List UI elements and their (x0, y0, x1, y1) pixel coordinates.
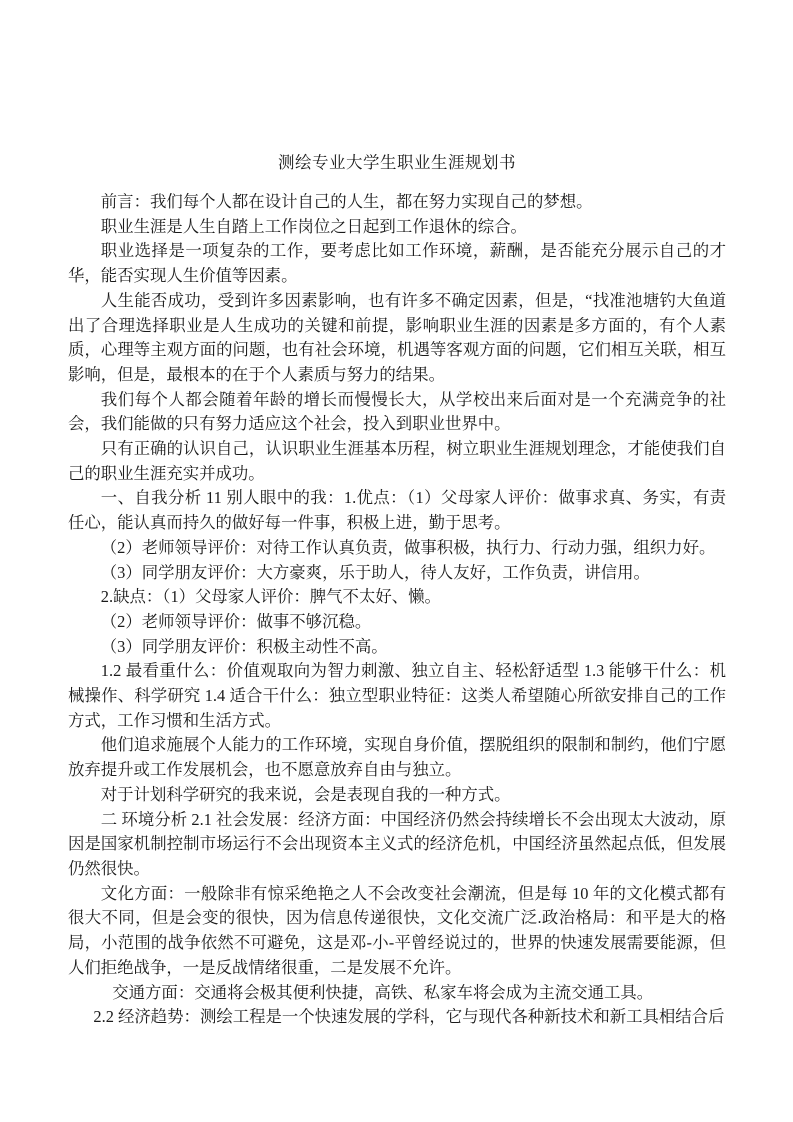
paragraph: 2.缺点：（1）父母家人评价：脾气不太好、懒。 (100, 587, 441, 607)
paragraph: 前言：我们每个人都在设计自己的人生，都在努力实现自己的梦想。 (100, 192, 593, 211)
paragraph: 1.2 最看重什么：价值观取向为智力刺激、独立自主、轻松舒适型 1.3 能够干什么：机械操作、科学研究 1.4 适合干什么：独立型职业特征：这类人希望随心所欲安排自己的工作方式，工作习惯和生活方式。 (68, 661, 726, 730)
paragraph: 人生能否成功，受到许多因素影响，也有许多不确定因素，但是，“找准池塘钓大鱼道出了合理选择职业是人生成功的关键和前提，影响职业生涯的因素是多方面的，有个人素质，心理等主观方面的问题，也有社会环境，机遇等客观方面的问题，它们相互关联，相互影响，但是，最根本的在于个人素质与努力的结果。 (68, 290, 726, 384)
paragraph: 二 环境分析 2.1 社会发展：经济方面：中国经济仍然会持续增长不会出现太大波动，原因是国家机制控制市场运行不会出现资本主义式的经济危机，中国经济虽然起点低，但发展仍然很快。 (68, 809, 726, 878)
paragraph: 职业选择是一项复杂的工作，要考虑比如工作环境，薪酬，是否能充分展示自己的才华，能否实现人生价值等因素。 (68, 241, 726, 286)
paragraph: （2）老师领导评价：对待工作认真负责，做事积极，执行力、行动力强，组织力好。 (100, 537, 716, 557)
paragraph: 我们每个人都会随着年龄的增长而慢慢长大，从学校出来后面对是一个充满竞争的社会，我们能做的只有努力适应这个社会，投入到职业世界中。 (68, 389, 726, 434)
paragraph: 职业生涯是人生自踏上工作岗位之日起到工作退休的综合。 (100, 216, 527, 236)
paragraph-list (68, 190, 726, 1030)
paragraph: 只有正确的认识自己，认识职业生涯基本历程，树立职业生涯规划理念，才能使我们自己的职业生涯充实并成功。 (68, 439, 726, 483)
paragraph: 2.2 经济趋势：测绘工程是一个快速发展的学科，它与现代各种新技术和新工具相结合后 (93, 1007, 725, 1027)
paragraph: （2）老师领导评价：做事不够沉稳。 (100, 611, 372, 631)
paragraph: （3）同学朋友评价：积极主动性不高。 (100, 636, 388, 656)
paragraph: 对于计划科学研究的我来说，会是表现自我的一种方式。 (100, 784, 511, 804)
paragraph: （3）同学朋友评价：大方豪爽，乐于助人，待人友好，工作负责，讲信用。 (100, 562, 650, 582)
document-title: 测绘专业大学生职业生涯规划书 (278, 153, 516, 172)
paragraph: 他们追求施展个人能力的工作环境，实现自身价值，摆脱组织的限制和制约，他们宁愿放弃提升或工作发展机会，也不愿意放弃自由与独立。 (68, 735, 726, 780)
paragraph: 一、自我分析 11 别人眼中的我：1.优点：（1）父母家人评价：做事求真、务实，有责任心，能认真而持久的做好每一件事，积极上进，勤于思考。 (68, 488, 726, 533)
document-content (68, 150, 726, 1030)
paragraph: 文化方面：一般除非有惊采绝艳之人不会改变社会潮流，但是每 10 年的文化模式都有很大不同，但是会变的很快，因为信息传递很快，文化交流广泛.政治格局：和平是大的格局，小范围的战争依然不可避免，这是邓-小-平曾经说过的，世界的快速发展需要能源，但人们拒绝战争，一是反战情绪很重，二是发展不允许。 (68, 883, 726, 977)
paragraph: 交通方面：交通将会极其便利快捷，高铁、私家车将会成为主流交通工具。 (112, 982, 654, 1002)
